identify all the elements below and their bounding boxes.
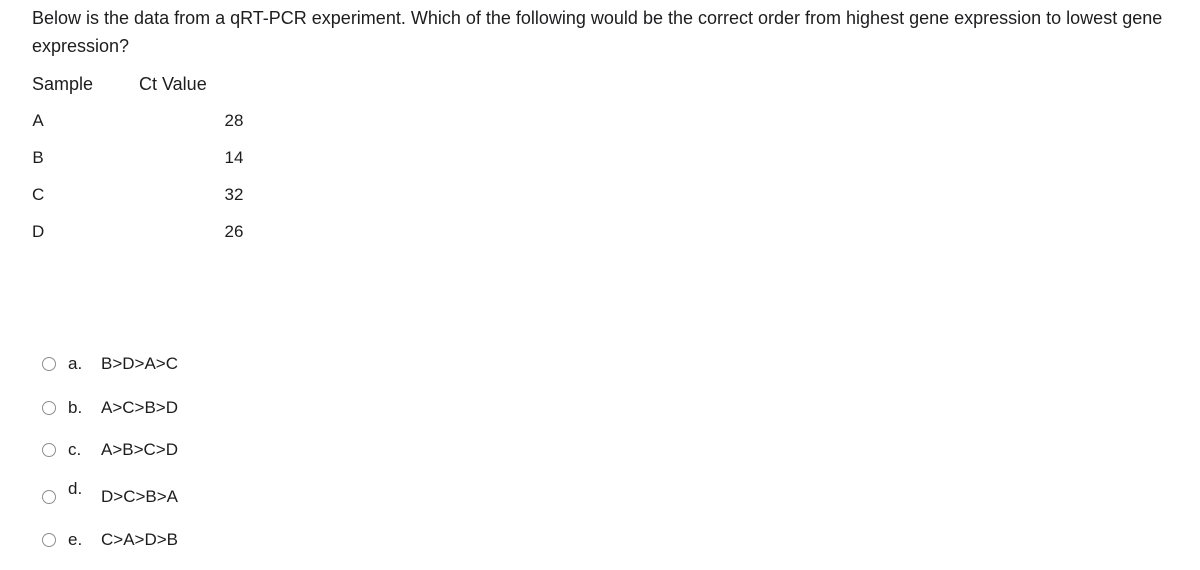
radio-button[interactable] [42,401,56,415]
sample-cell: B [32,148,44,167]
table-row [32,107,262,135]
question-text: Below is the data from a qRT-PCR experiment. Which of the following would be the correct order from highest gene expression to lowest gene expression? [32,8,1163,56]
table-row [32,218,262,246]
option-b[interactable] [42,394,302,424]
table-row [32,144,262,172]
option-answer: D>C>B>A [101,487,179,506]
ct-value-cell: 26 [224,222,244,241]
radio-button[interactable] [42,357,56,371]
ct-value-cell: 14 [224,148,244,167]
option-answer: A>B>C>D [101,440,179,459]
option-letter: a. [68,354,83,373]
option-letter: c. [68,440,82,459]
ct-value-cell: 32 [224,185,244,204]
ct-value-cell: 28 [224,111,244,130]
sample-cell: A [32,111,44,130]
sample-column-header: Sample [32,74,94,94]
ct-value-column-header: Ct Value [139,74,207,94]
option-d[interactable] [42,479,302,513]
radio-button[interactable] [42,490,56,504]
sample-cell: D [32,222,45,241]
sample-cell: C [32,185,45,204]
option-c[interactable] [42,436,302,466]
option-answer: A>C>B>D [101,398,179,417]
option-a[interactable] [42,350,302,380]
radio-button[interactable] [42,533,56,547]
option-letter: d. [68,479,83,498]
option-letter: e. [68,530,83,549]
option-e[interactable] [42,526,302,556]
radio-button[interactable] [42,443,56,457]
table-row [32,181,262,209]
option-answer: C>A>D>B [101,530,179,549]
option-answer: B>D>A>C [101,354,179,373]
option-letter: b. [68,398,83,417]
